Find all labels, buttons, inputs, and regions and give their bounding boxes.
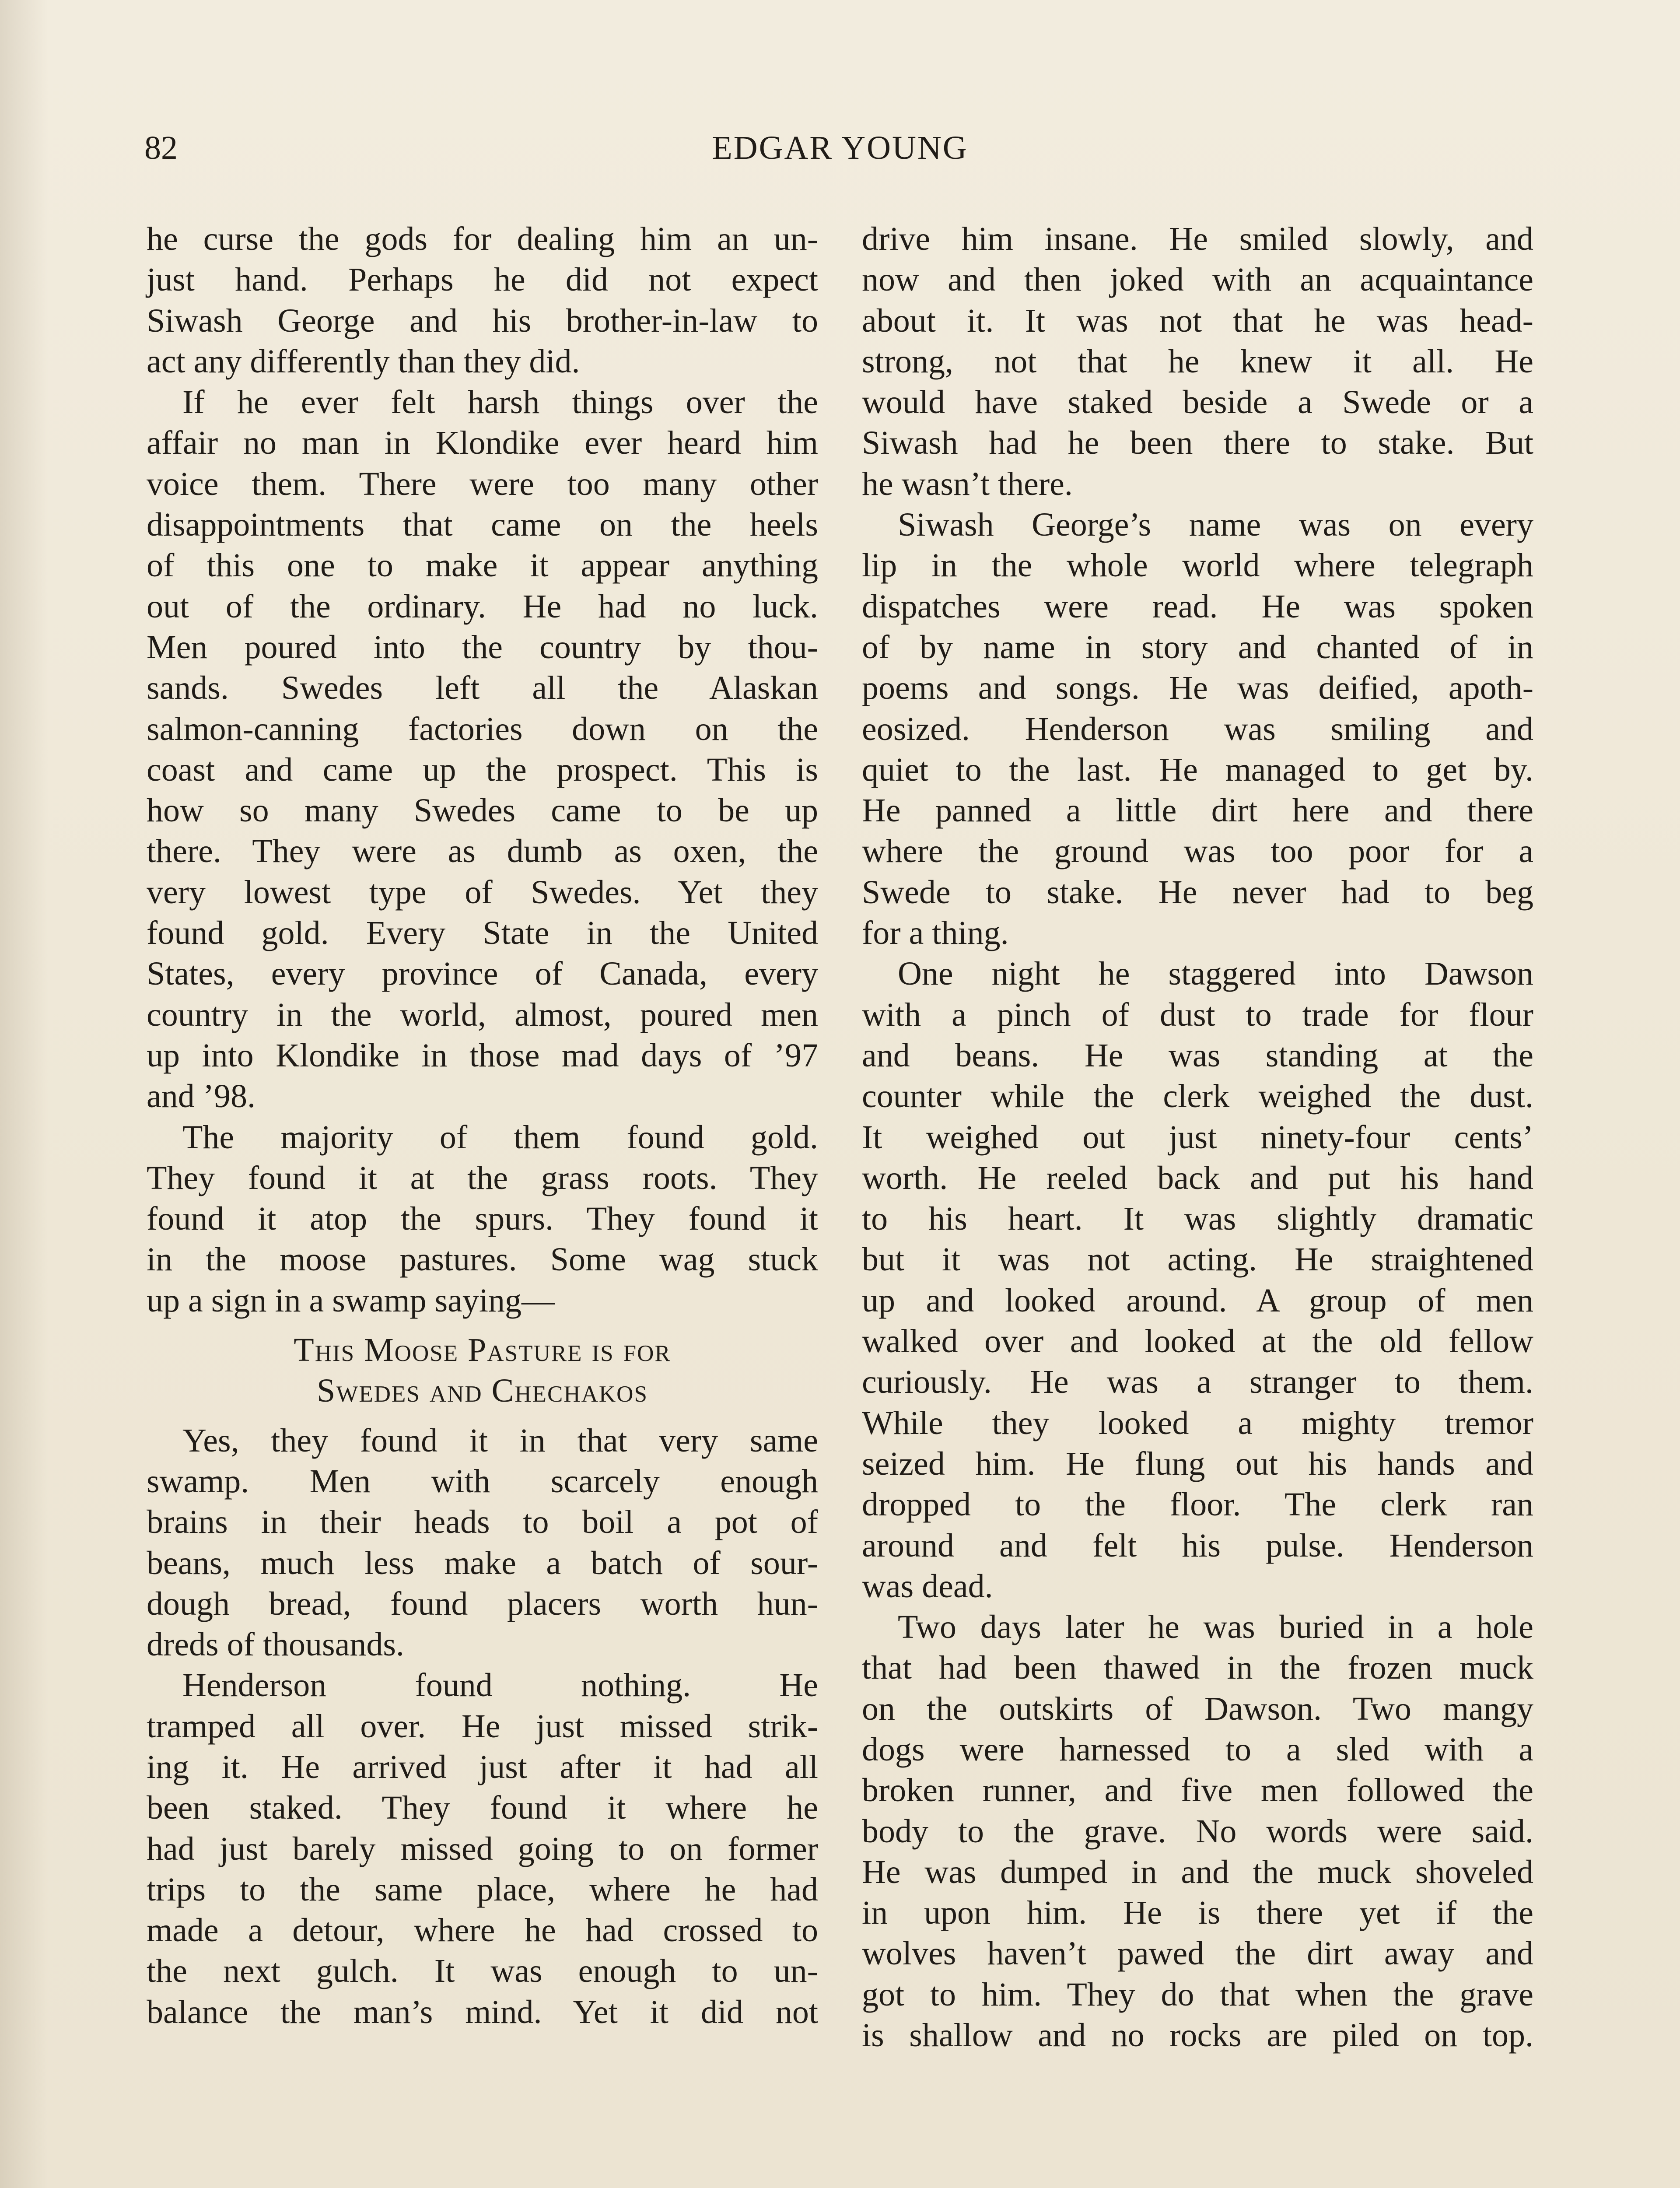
text-line: broken runner, and five men followed the xyxy=(862,1772,1533,1809)
text-line: Swede to stake. He never had to beg xyxy=(862,873,1533,911)
text-line: in the moose pastures. Some wag stuck xyxy=(147,1241,818,1278)
text-line: he wasn’t there. xyxy=(862,465,1073,502)
text-line: brains in their heads to boil a pot of xyxy=(147,1504,818,1541)
text-line: Henderson found nothing. He xyxy=(182,1667,818,1704)
text-line: country in the world, almost, poured men xyxy=(147,996,818,1033)
text-line: to his heart. It was slightly dramatic xyxy=(862,1200,1533,1238)
text-line: ing it. He arrived just after it had all xyxy=(147,1748,818,1785)
text-line: drive him insane. He smiled slowly, and xyxy=(862,221,1533,257)
text-line: was dead. xyxy=(862,1567,993,1605)
text-line: walked over and looked at the old fellow xyxy=(862,1323,1533,1360)
text-line: got to him. They do that when the grave xyxy=(862,1976,1533,2013)
text-line: found it atop the spurs. They found it xyxy=(147,1200,818,1238)
text-line: coast and came up the prospect. This is xyxy=(147,751,818,788)
text-line: about it. It was not that he was head- xyxy=(862,302,1533,339)
text-line: dispatches were read. He was spoken xyxy=(862,588,1533,625)
text-column-right xyxy=(862,219,1533,2056)
text-line: dogs were harnessed to a sled with a xyxy=(862,1731,1533,1768)
text-line: for a thing. xyxy=(862,915,1009,952)
text-line: dropped to the floor. The clerk ran xyxy=(862,1486,1533,1523)
text-line: Siwash George and his brother-in-law to xyxy=(147,302,818,339)
text-line: act any differently than they did. xyxy=(147,343,580,380)
text-line: found gold. Every State in the United xyxy=(147,915,818,952)
text-line: Yes, they found it in that very same xyxy=(182,1422,818,1459)
text-line: made a detour, where he had crossed to xyxy=(147,1912,818,1949)
text-line: very lowest type of Swedes. Yet they xyxy=(147,873,818,911)
text-line: dreds of thousands. xyxy=(147,1626,404,1663)
spacer xyxy=(147,1321,818,1330)
text-line: and ’98. xyxy=(147,1078,256,1115)
text-line: out of the ordinary. He had no luck. xyxy=(147,588,818,625)
text-line: While they looked a mighty tremor xyxy=(862,1404,1533,1441)
text-line: that had been thawed in the frozen muck xyxy=(862,1649,1533,1687)
running-title: EDGAR YOUNG xyxy=(712,130,968,166)
text-line: Men poured into the country by thou- xyxy=(147,628,818,666)
text-line: They found it at the grass roots. They xyxy=(147,1159,818,1196)
text-line: beans, much less make a batch of sour- xyxy=(147,1544,818,1581)
text-line: If he ever felt harsh things over the xyxy=(182,384,818,421)
text-line: tramped all over. He just missed strik- xyxy=(147,1708,818,1745)
text-line: and beans. He was standing at the xyxy=(862,1037,1533,1074)
text-line: poems and songs. He was deified, apoth- xyxy=(862,670,1533,707)
text-line: lip in the whole world where telegraph xyxy=(862,547,1533,584)
text-line: curiously. He was a stranger to them. xyxy=(862,1364,1533,1401)
text-line: Siwash had he been there to stake. But xyxy=(862,424,1533,462)
text-line: disappointments that came on the heels xyxy=(147,506,818,543)
text-line: had just barely missed going to on former xyxy=(147,1830,818,1867)
text-line: Siwash George’s name was on every xyxy=(898,506,1533,543)
text-line: seized him. He flung out his hands and xyxy=(862,1445,1533,1482)
text-line: States, every province of Canada, every xyxy=(147,955,818,992)
text-line: of by name in story and chanted of in xyxy=(862,628,1533,666)
text-line: affair no man in Klondike ever heard him xyxy=(147,424,818,462)
text-line: around and felt his pulse. Henderson xyxy=(862,1527,1533,1564)
page-number: 82 xyxy=(144,130,178,166)
text-line: but it was not acting. He straightened xyxy=(862,1241,1533,1278)
text-line: been staked. They found it where he xyxy=(147,1789,818,1827)
text-line: It weighed out just ninety-four cents’ xyxy=(862,1119,1533,1156)
text-line: would have staked beside a Swede or a xyxy=(862,384,1533,421)
text-line: trips to the same place, where he had xyxy=(147,1871,818,1908)
text-line: salmon-canning factories down on the xyxy=(147,710,818,747)
text-line: wolves haven’t pawed the dirt away and xyxy=(862,1935,1533,1972)
text-line: Two days later he was buried in a hole xyxy=(898,1609,1533,1646)
text-line: of this one to make it appear anything xyxy=(147,547,818,584)
sign-text-line: This Moose Pasture is for xyxy=(294,1332,671,1369)
text-line: up into Klondike in those mad days of ’97 xyxy=(147,1037,818,1074)
text-line: how so many Swedes came to be up xyxy=(147,792,818,829)
text-line: The majority of them found gold. xyxy=(182,1119,818,1156)
text-line: voice them. There were too many other xyxy=(147,465,818,502)
text-line: body to the grave. No words were said. xyxy=(862,1813,1533,1850)
text-line: swamp. Men with scarcely enough xyxy=(147,1462,818,1500)
text-line: worth. He reeled back and put his hand xyxy=(862,1159,1533,1196)
text-line: with a pinch of dust to trade for flour xyxy=(862,996,1533,1033)
text-line: He was dumped in and the muck shoveled xyxy=(862,1853,1533,1890)
text-line: He panned a little dirt here and there xyxy=(862,792,1533,829)
text-line: in upon him. He is there yet if the xyxy=(862,1894,1533,1932)
text-line: eosized. Henderson was smiling and xyxy=(862,710,1533,747)
text-line: dough bread, found placers worth hun- xyxy=(147,1585,818,1622)
text-line: up a sign in a swamp saying— xyxy=(147,1282,555,1319)
text-line: counter while the clerk weighed the dust. xyxy=(862,1078,1533,1115)
text-column-left xyxy=(147,219,818,2033)
spacer xyxy=(147,1412,818,1420)
text-line: One night he staggered into Dawson xyxy=(898,955,1533,992)
text-line: now and then joked with an acquaintance xyxy=(862,261,1533,298)
text-line: just hand. Perhaps he did not expect xyxy=(147,261,818,298)
text-line: balance the man’s mind. Yet it did not xyxy=(147,1993,818,2030)
text-line: quiet to the last. He managed to get by. xyxy=(862,751,1533,788)
text-line: sands. Swedes left all the Alaskan xyxy=(147,670,818,707)
text-line: on the outskirts of Dawson. Two mangy xyxy=(862,1690,1533,1727)
text-line: the next gulch. It was enough to un- xyxy=(147,1953,818,1990)
text-line: up and looked around. A group of men xyxy=(862,1282,1533,1319)
text-line: he curse the gods for dealing him an un- xyxy=(147,221,818,257)
text-line: is shallow and no rocks are piled on top. xyxy=(862,2017,1533,2054)
text-line: where the ground was too poor for a xyxy=(862,833,1533,870)
text-line: there. They were as dumb as oxen, the xyxy=(147,833,818,870)
sign-text-line: Swedes and Chechakos xyxy=(317,1372,648,1410)
text-line: strong, not that he knew it all. He xyxy=(862,343,1533,380)
